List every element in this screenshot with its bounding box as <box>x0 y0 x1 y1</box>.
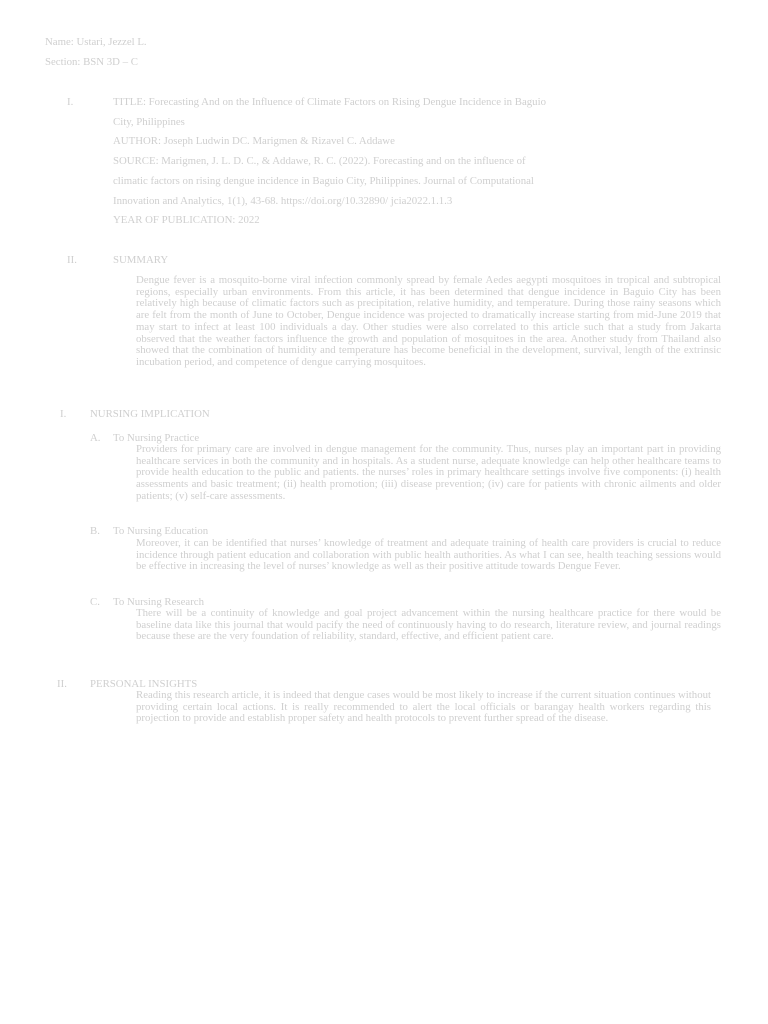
practice-letter: A. <box>90 432 101 444</box>
nursing-implication-numeral: I. <box>60 408 67 420</box>
article-title-line-2: City, Philippines <box>113 116 185 128</box>
personal-insights-text: Reading this research article, it is indeed that dengue cases would be most likely to increase if the current situation continues without providing certain local actions. It is really recommended to alert the local officials or barangay health workers regarding this projection to provide and establish proper safety and health protocols to prevent further spread of the disease. <box>136 689 711 725</box>
education-text: Moreover, it can be identified that nurses’ knowledge of treatment and adequate training of health care providers is crucial to reduce incidence through patient education and collaboration with public health authorities. As what I can see, health teaching sessions would be effective in increasing the level of nurses’ knowledge as well as their positive attitude towards Dengue Fever. <box>136 537 721 573</box>
education-letter: B. <box>90 525 100 537</box>
practice-title: To Nursing Practice <box>113 432 200 444</box>
nursing-implication-heading: NURSING IMPLICATION <box>90 408 210 420</box>
student-section: Section: BSN 3D – C <box>45 56 138 68</box>
personal-insights-heading: PERSONAL INSIGHTS <box>90 678 198 690</box>
article-source-line-1: SOURCE: Marigmen, J. L. D. C., & Addawe, R. C. (2022). Forecasting and on the influence of <box>113 155 526 167</box>
article-source-line-2: climatic factors on rising dengue incidence in Baguio City, Philippines. Journal of Computational <box>113 175 534 187</box>
summary-heading: SUMMARY <box>113 254 169 266</box>
research-letter: C. <box>90 596 100 608</box>
research-title: To Nursing Research <box>113 596 204 608</box>
research-text: There will be a continuity of knowledge and goal project advancement within the nursing healthcare practice for there would be baseline data like this journal that would pacify the need of continuously having to do research, literature review, and journal readings because these are the very foundation of reliability, standard, effective, and efficient patient care. <box>136 607 721 643</box>
article-info-numeral: I. <box>67 96 74 108</box>
article-year: YEAR OF PUBLICATION: 2022 <box>113 214 260 226</box>
personal-insights-numeral: II. <box>57 678 67 690</box>
article-title-line-1: TITLE: Forecasting And on the Influence of Climate Factors on Rising Dengue Incidence in Baguio <box>113 96 546 108</box>
summary-text: Dengue fever is a mosquito-borne viral infection commonly spread by female Aedes aegypti mosquitoes in tropical and subtropical regions, especially urban environments. From this article, it has been determined that dengue incidence in Baguio City has been relatively high because of climatic factors such as precipitation, relative humidity, and temperature. During those rainy seasons which are felt from the month of June to October, Dengue incidence was projected to dramatically increase starting from mid-June 2019 that may start to infect at least 100 individuals a day. Other studies were also correlated to this article such that a study from Jakarta observed that the weather factors influence the growth and population of mosquitoes in the area. Another study from Thailand also showed that the combination of humidity and temperature has become beneficial in the development, survival, length of the extrinsic incubation period, and competence of dengue carrying mosquitoes. <box>136 274 721 368</box>
education-title: To Nursing Education <box>113 525 209 537</box>
article-source-line-3: Innovation and Analytics, 1(1), 43-68. https://doi.org/10.32890/ jcia2022.1.1.3 <box>113 195 453 207</box>
practice-text: Providers for primary care are involved in dengue management for the community. Thus, nurses play an important part in providing healthcare services in both the community and in hospitals. As a student nurse, adequate knowledge can help other healthcare teams to provide health education to the public and patients. the nurses’ roles in primary healthcare settings involve five components: (i) health assessments and basic treatment; (ii) health promotion; (iii) disease prevention; (iv) care for patients with chronic ailments and older patients; (v) self-care assessments. <box>136 443 721 502</box>
student-name: Name: Ustari, Jezzel L. <box>45 36 147 48</box>
article-author: AUTHOR: Joseph Ludwin DC. Marigmen & Rizavel C. Addawe <box>113 135 395 147</box>
summary-numeral: II. <box>67 254 77 266</box>
